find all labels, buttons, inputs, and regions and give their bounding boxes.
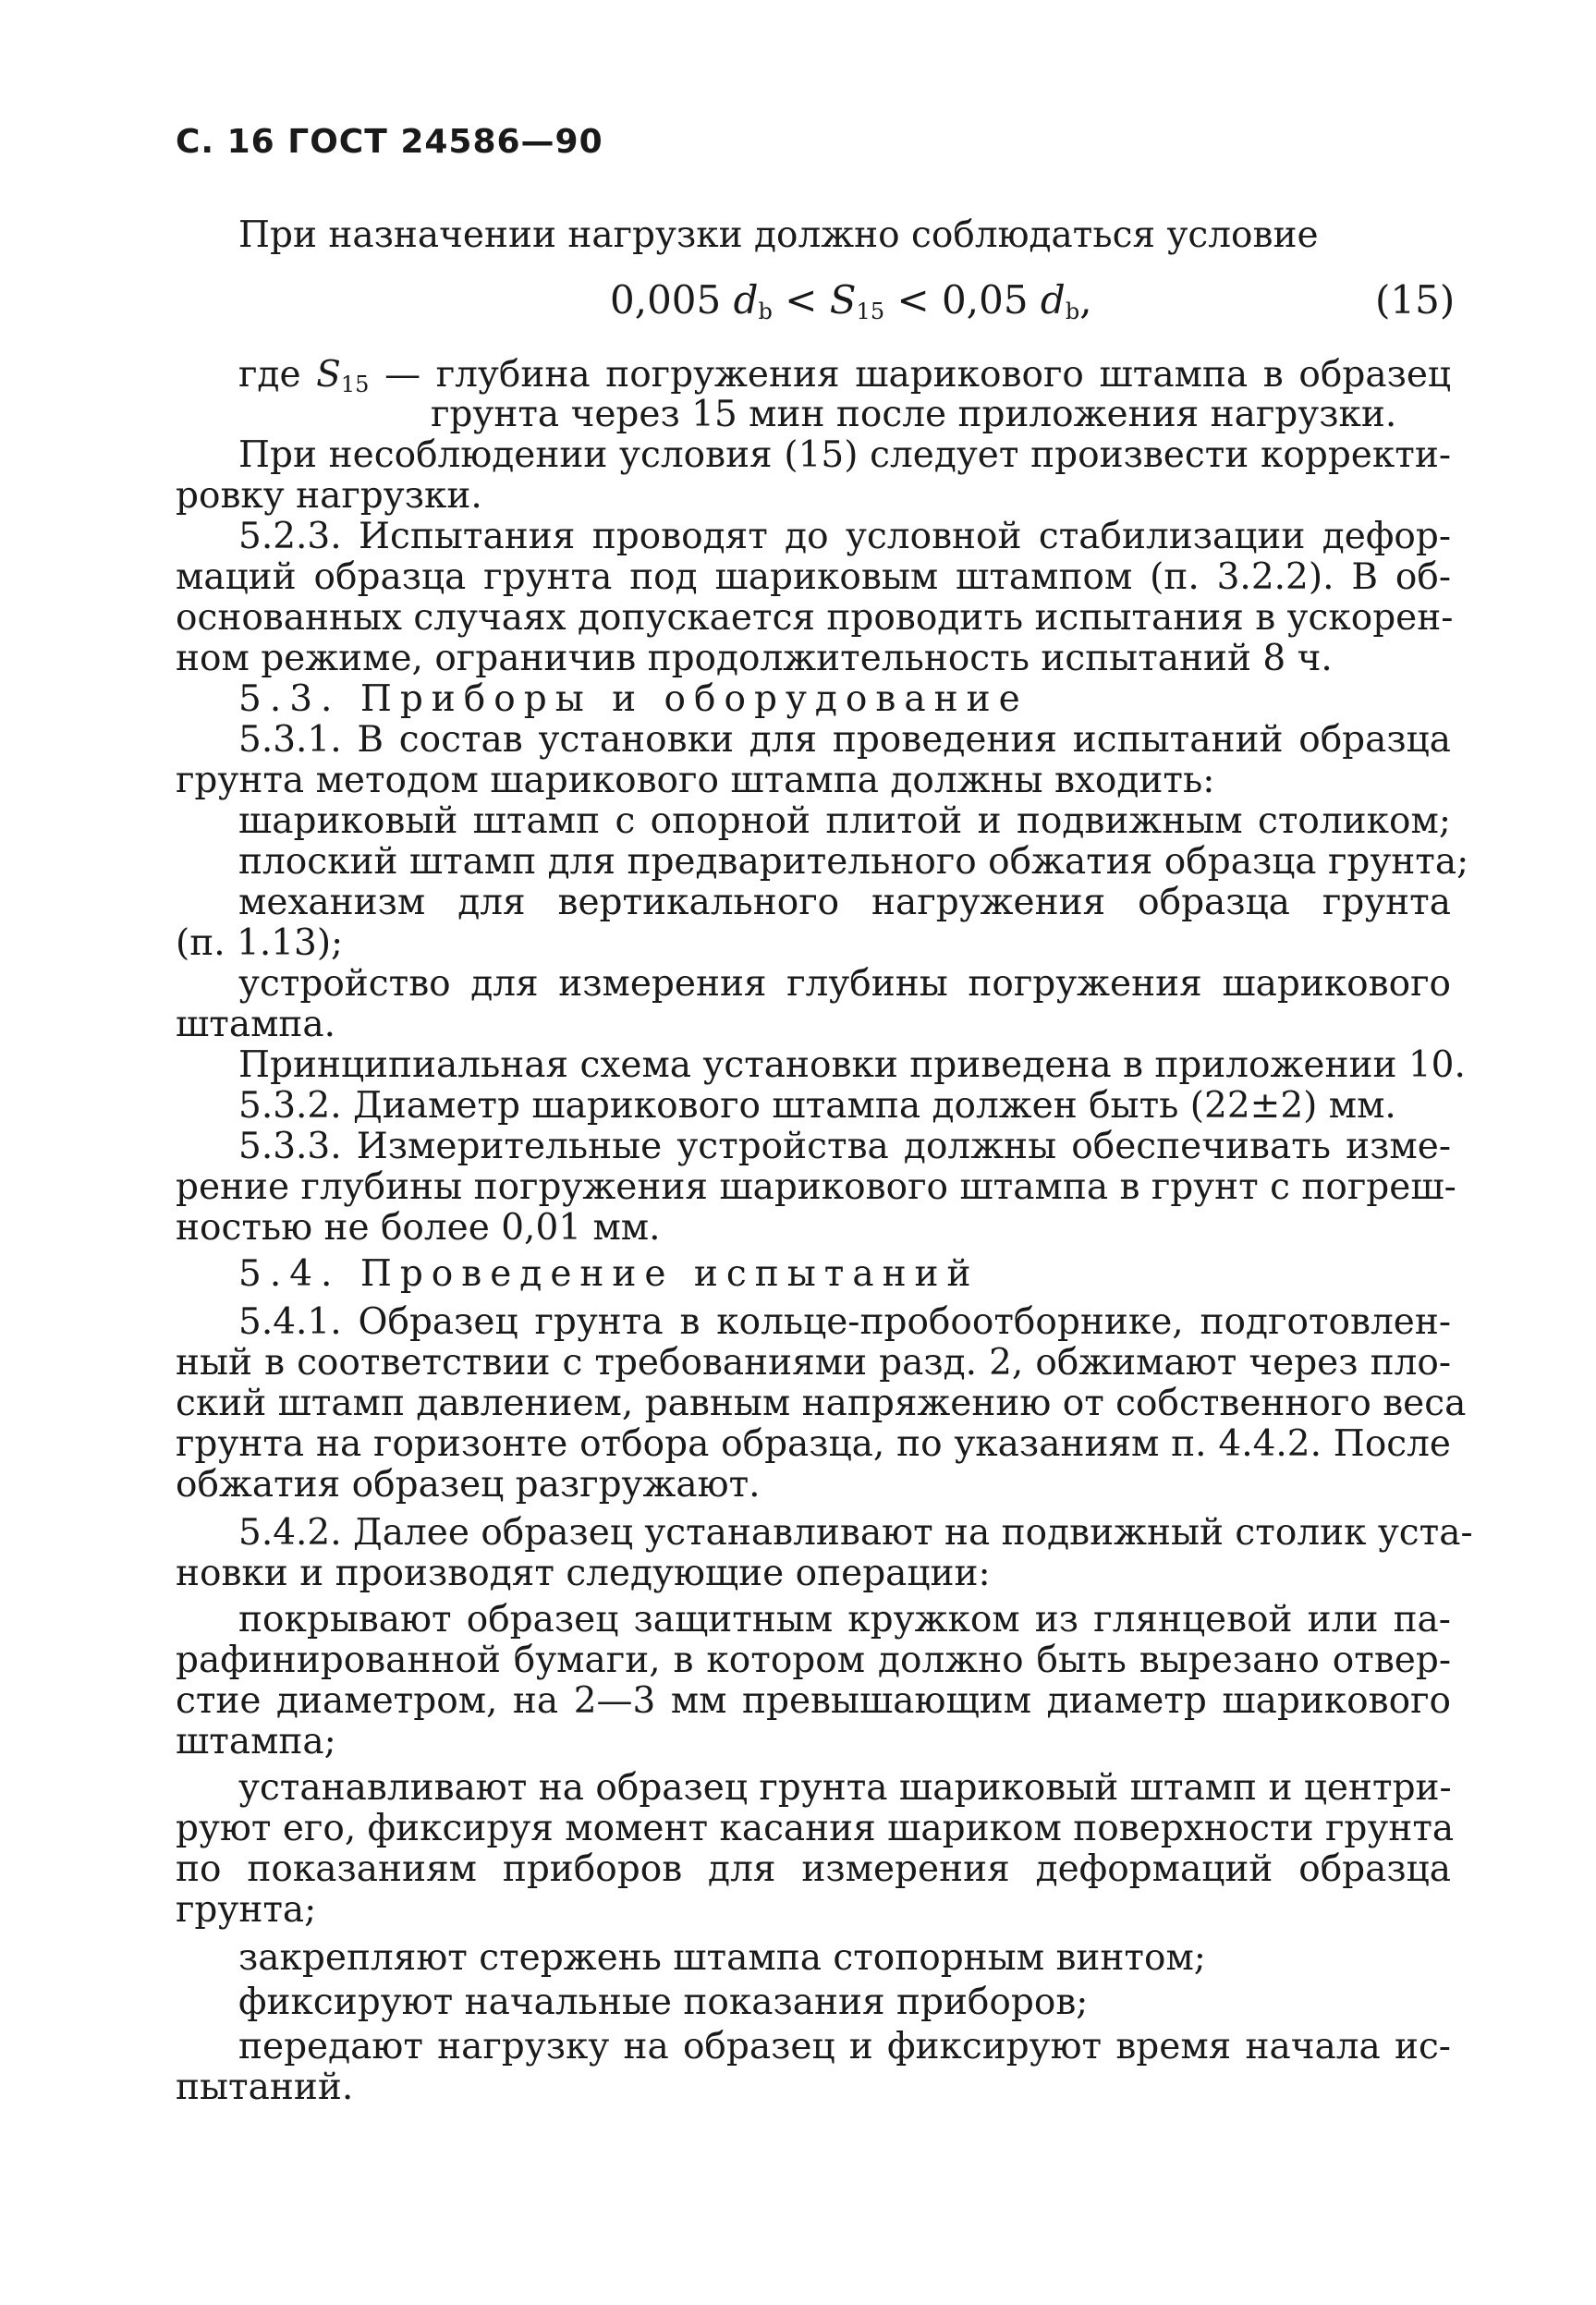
paragraph-line: ный в соответствии с требованиями разд. 2, обжимают через пло- xyxy=(176,1342,1451,1384)
list-item-line: рафинированной бумаги, в котором должно быть вырезано отвер- xyxy=(176,1640,1451,1681)
list-item-line: плоский штамп для предварительного обжатия образца грунта; xyxy=(238,841,1469,883)
list-item-line: штампа. xyxy=(176,1004,336,1045)
paragraph-line: 5.3.2. Диаметр шарикового штампа должен быть (22±2) мм. xyxy=(238,1085,1396,1127)
list-item-line: руют его, фиксируя момент касания шариком поверхности грунта xyxy=(176,1808,1455,1849)
equation-number: (15) xyxy=(1375,277,1456,323)
list-item-line: устройство для измерения глубины погружения шарикового xyxy=(238,963,1451,1005)
paragraph-line: новки и производят следующие операции: xyxy=(176,1553,991,1594)
list-item-line: грунта; xyxy=(176,1889,317,1931)
paragraph-line: ностью не более 0,01 мм. xyxy=(176,1207,661,1249)
paragraph-line: грунта на горизонте отбора образца, по указаниям п. 4.4.2. После xyxy=(176,1423,1451,1465)
paragraph-line: 5.2.3. Испытания проводят до условной стабилизации дефор- xyxy=(238,516,1451,557)
list-item-line: закрепляют стержень штампа стопорным винтом; xyxy=(238,1937,1206,1979)
list-item-line: механизм для вертикального нагружения образца грунта xyxy=(238,882,1451,923)
paragraph-line: рение глубины погружения шарикового штампа в грунт с погреш- xyxy=(176,1166,1456,1208)
paragraph-line: При несоблюдении условия (15) следует произвести корректи- xyxy=(238,434,1451,476)
page-header: С. 16 ГОСТ 24586—90 xyxy=(176,123,603,161)
intro-text: При назначении нагрузки должно соблюдаться условие xyxy=(238,214,1319,256)
list-item-line: штампа; xyxy=(176,1721,336,1762)
paragraph-line: 5.4.1. Образец грунта в кольце-пробоотборнике, подготовлен- xyxy=(238,1301,1451,1343)
paragraph-line: Принципиальная схема установки приведена в приложении 10. xyxy=(238,1044,1466,1086)
paragraph-line: 5.3.1. В состав установки для проведения испытаний образца xyxy=(238,719,1451,761)
section-heading: 5.3. Приборы и оборудование xyxy=(238,678,1029,720)
list-item-line: (п. 1.13); xyxy=(176,922,344,964)
list-item-line: передают нагрузку на образец и фиксируют время начала ис- xyxy=(238,2026,1451,2067)
list-item-line: по показаниям приборов для измерения деформаций образца xyxy=(176,1848,1451,1890)
list-item-line: устанавливают на образец грунта шариковый штамп и центри- xyxy=(238,1767,1452,1809)
list-item-line: стие диаметром, на 2—3 мм превышающим диаметр шарикового xyxy=(176,1680,1451,1722)
formula-15: 0,005 $d_b < S_{15} < 0,05$ $d_b$, xyxy=(610,277,1092,324)
paragraph-line: маций образца грунта под шариковым штампом (п. 3.2.2). В об- xyxy=(176,556,1451,598)
paragraph-line: основанных случаях допускается проводить испытания в ускорен- xyxy=(176,597,1454,639)
list-item-line: фиксируют начальные показания приборов; xyxy=(238,1982,1089,2023)
where-line-2: грунта через 15 мин после приложения нагрузки. xyxy=(431,394,1397,435)
list-item-line: покрывают образец защитным кружком из глянцевой или па- xyxy=(238,1599,1451,1640)
section-heading: 5.4. Проведение испытаний xyxy=(238,1253,980,1295)
paragraph-line: 5.3.3. Измерительные устройства должны обеспечивать изме- xyxy=(238,1126,1451,1167)
paragraph-line: обжатия образец разгружают. xyxy=(176,1464,761,1506)
paragraph-line: ровку нагрузки. xyxy=(176,475,482,517)
paragraph-line: 5.4.2. Далее образец устанавливают на подвижный столик уста- xyxy=(238,1512,1473,1554)
paragraph-line: ном режиме, ограничив продолжительность испытаний 8 ч. xyxy=(176,638,1333,679)
paragraph-line: ский штамп давлением, равным напряжению от собственного веса xyxy=(176,1383,1467,1424)
list-item-line: шариковый штамп с опорной плитой и подвижным столиком; xyxy=(238,800,1451,842)
paragraph-line: грунта методом шарикового штампа должны входить: xyxy=(176,760,1215,801)
where-line-1: где $S_{15}$ — глубина погружения шарикового штампа в образец xyxy=(238,354,1451,397)
list-item-line: пытаний. xyxy=(176,2067,354,2108)
